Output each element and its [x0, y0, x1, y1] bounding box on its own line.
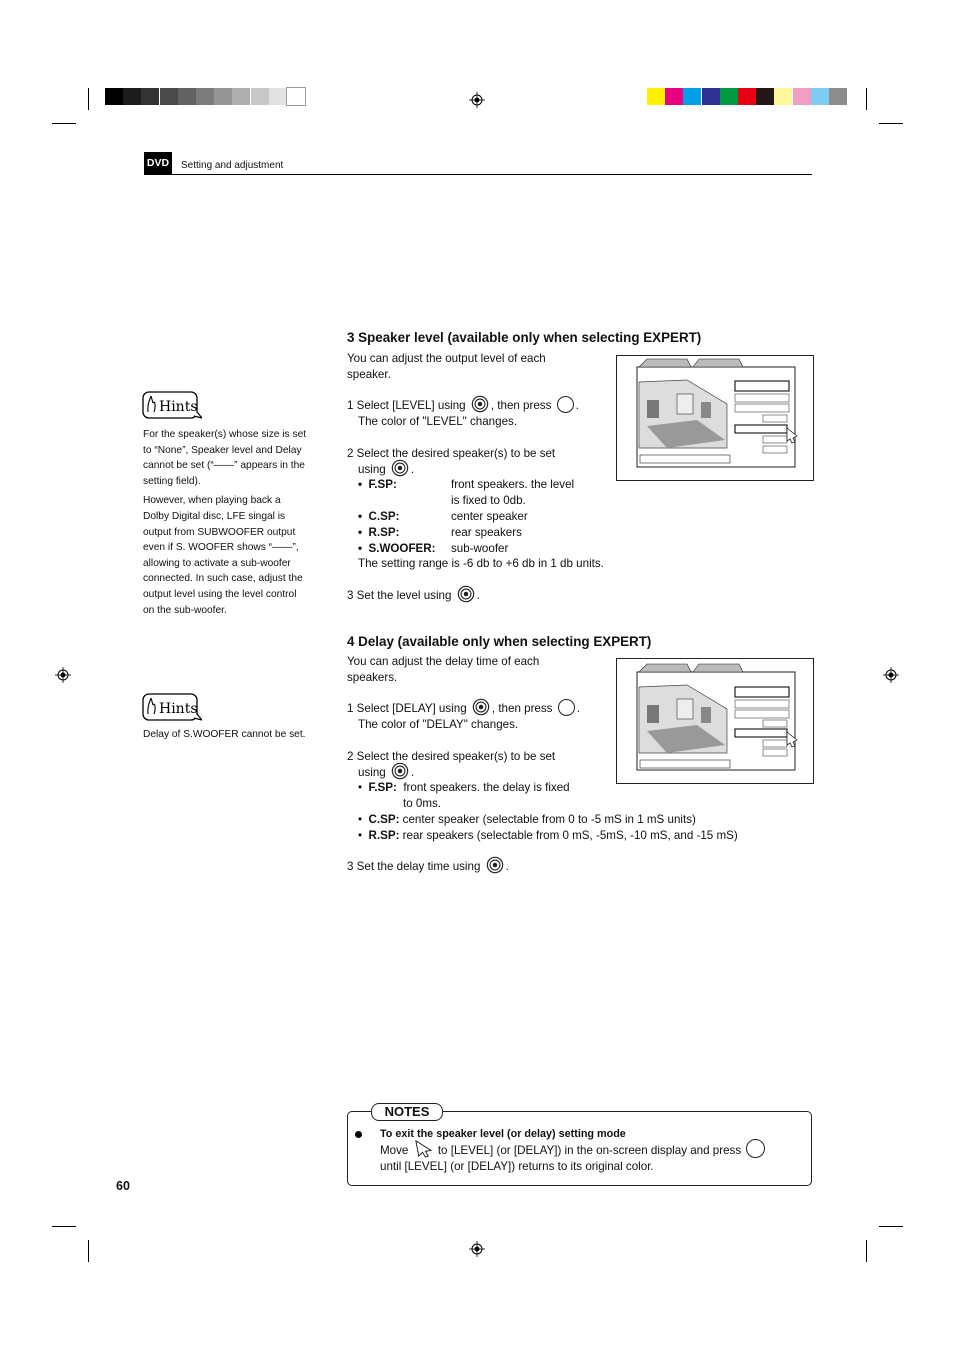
hint-line: output from SUBWOOFER output — [143, 526, 296, 538]
hints-logo-icon — [142, 692, 202, 722]
cursor-joystick-icon — [391, 762, 409, 780]
color-swatch — [665, 88, 683, 105]
hint-line: For the speaker(s) whose size is set — [143, 429, 307, 440]
speaker-item — [347, 493, 604, 509]
color-swatch — [720, 88, 738, 105]
speaker-item: • S.WOOFER: sub-woofer — [358, 541, 509, 555]
color-swatch — [793, 88, 811, 105]
cursor-joystick-icon — [472, 698, 490, 716]
cursor-joystick-icon — [391, 459, 409, 477]
speaker-item: • F.SP: front speakers. the level — [358, 478, 575, 492]
registration-mark-icon — [469, 92, 485, 108]
hint-line: cannot be set (“——” appears in the — [143, 460, 305, 472]
hint-line: allowing to activate a sub-woofer — [143, 557, 291, 569]
bullet-csp: • C.SP: center speaker (selectable from 0 to -5 mS in 1 mS units) — [358, 812, 696, 826]
step-1: 1 Select [LEVEL] using , then press . — [347, 398, 604, 414]
color-swatch — [287, 88, 305, 105]
step-3: 3 Set the delay time using . — [347, 859, 738, 875]
registration-mark-icon — [55, 667, 71, 683]
speaker-desc: center speaker — [451, 509, 528, 523]
hint-line: even if S. WOOFER shows “——”, — [143, 542, 299, 554]
section-4-body: You can adjust the delay time of each speakers. 1 Select [DELAY] using , then press . The color of "DELAY" changes. 2 Select the desired speaker(s) to be set using . • F.SP: front speakers. the delay is fixed to 0ms. • C.SP: center speaker (selectable from 0 to -5 mS in 1 mS units) • R.SP: rear speakers (selectable from 0 mS, -5mS, -10 mS, and -15 mS) 3 Set the delay time using . — [347, 655, 738, 874]
enter-button-icon — [746, 1139, 765, 1158]
color-swatch — [756, 88, 774, 105]
cursor-joystick-icon — [457, 585, 475, 603]
section-header: Setting and adjustment — [181, 160, 284, 171]
step-3: 3 Set the level using . — [347, 588, 604, 604]
hint-line: connected. In such case, adjust the — [143, 573, 303, 585]
hint-line: Dolby Digital disc, LFE singal is — [143, 510, 286, 522]
enter-button-icon — [558, 699, 575, 716]
hints-text-1 — [143, 427, 333, 618]
page-number: 60 — [116, 1179, 130, 1193]
speaker-item: • R.SP: rear speakers — [358, 525, 522, 539]
color-swatch — [269, 88, 287, 105]
color-swatch — [178, 88, 196, 105]
color-swatch — [141, 88, 159, 105]
onscreen-display-delay — [616, 658, 814, 784]
onscreen-display-level — [616, 355, 814, 481]
speaker-desc: is fixed to 0db. — [451, 494, 526, 508]
hints-text-2: Delay of S.WOOFER cannot be set. — [143, 729, 306, 740]
color-swatch — [738, 88, 756, 105]
hint-paragraph — [143, 427, 333, 489]
color-swatch — [702, 88, 720, 105]
hint-line: output level using the level control — [143, 588, 297, 600]
color-swatch — [160, 88, 178, 105]
color-swatch — [105, 88, 123, 105]
hints-logo-icon — [142, 390, 202, 420]
enter-button-icon — [557, 396, 574, 413]
speaker-desc: front speakers. the level — [451, 478, 575, 492]
hint-line: on the sub-woofer. — [143, 604, 227, 616]
hint-paragraph — [143, 493, 333, 618]
pointer-cursor-icon — [414, 1139, 433, 1158]
bullet-dot-icon — [355, 1131, 362, 1138]
hint-line: setting field). — [143, 475, 201, 487]
color-swatch — [214, 88, 232, 105]
bullet-fsp: • F.SP: front speakers. the delay is fixed — [358, 781, 570, 795]
color-swatch — [829, 88, 847, 105]
hint-line: to “None”, Speaker level and Delay — [143, 444, 302, 456]
color-swatch — [647, 88, 665, 105]
speaker-key: S.WOOFER: — [368, 541, 436, 555]
notes-label: NOTES — [371, 1103, 443, 1121]
section-3-body: You can adjust the output level of each speaker. 1 Select [LEVEL] using , then press . The color of "LEVEL" changes. 2 Select the desired speaker(s) to be set using . • F.SP: front speakers. the level is fixed to 0db. • C.SP: center speaker • R.SP: rear speakers • S.WOOFER: sub-woofer The setting range is -6 db to +6 db in 1 db units. 3 Set the level using . — [347, 352, 604, 602]
speaker-desc: rear speakers — [451, 525, 522, 539]
header-rule — [172, 174, 812, 175]
bullet-rsp: • R.SP: rear speakers (selectable from 0 mS, -5mS, -10 mS, and -15 mS) — [358, 828, 738, 842]
color-swatch — [811, 88, 829, 105]
registration-mark-icon — [883, 667, 899, 683]
section-3-title: 3 Speaker level (available only when selecting EXPERT) — [347, 330, 702, 345]
hint-line: However, when playing back a — [143, 495, 281, 507]
step-1: 1 Select [DELAY] using , then press . — [347, 701, 738, 717]
speaker-item: • C.SP: center speaker — [358, 509, 528, 523]
svg-text:Hints: Hints — [159, 701, 198, 717]
color-swatch — [251, 88, 269, 105]
speaker-key: F.SP: — [368, 478, 397, 492]
color-swatch — [123, 88, 141, 105]
color-swatch — [232, 88, 250, 105]
cursor-joystick-icon — [471, 395, 489, 413]
speaker-key: R.SP: — [368, 525, 400, 539]
dvd-badge: DVD — [144, 152, 172, 175]
speaker-desc: sub-woofer — [451, 541, 509, 555]
speaker-key: C.SP: — [368, 509, 400, 523]
notes-content: To exit the speaker level (or delay) setting mode Move to [LEVEL] (or [DELAY]) in the on-screen display and press until [LEVEL] (or [DELAY]) returns to its original color. — [380, 1127, 767, 1174]
section-4-title: 4 Delay (available only when selecting EXPERT) — [347, 634, 652, 649]
color-swatch — [683, 88, 701, 105]
color-swatch — [196, 88, 214, 105]
cursor-joystick-icon — [486, 856, 504, 874]
color-swatch — [774, 88, 792, 105]
registration-mark-icon — [469, 1241, 485, 1257]
speaker-list — [347, 477, 604, 556]
svg-text:Hints: Hints — [159, 399, 198, 415]
